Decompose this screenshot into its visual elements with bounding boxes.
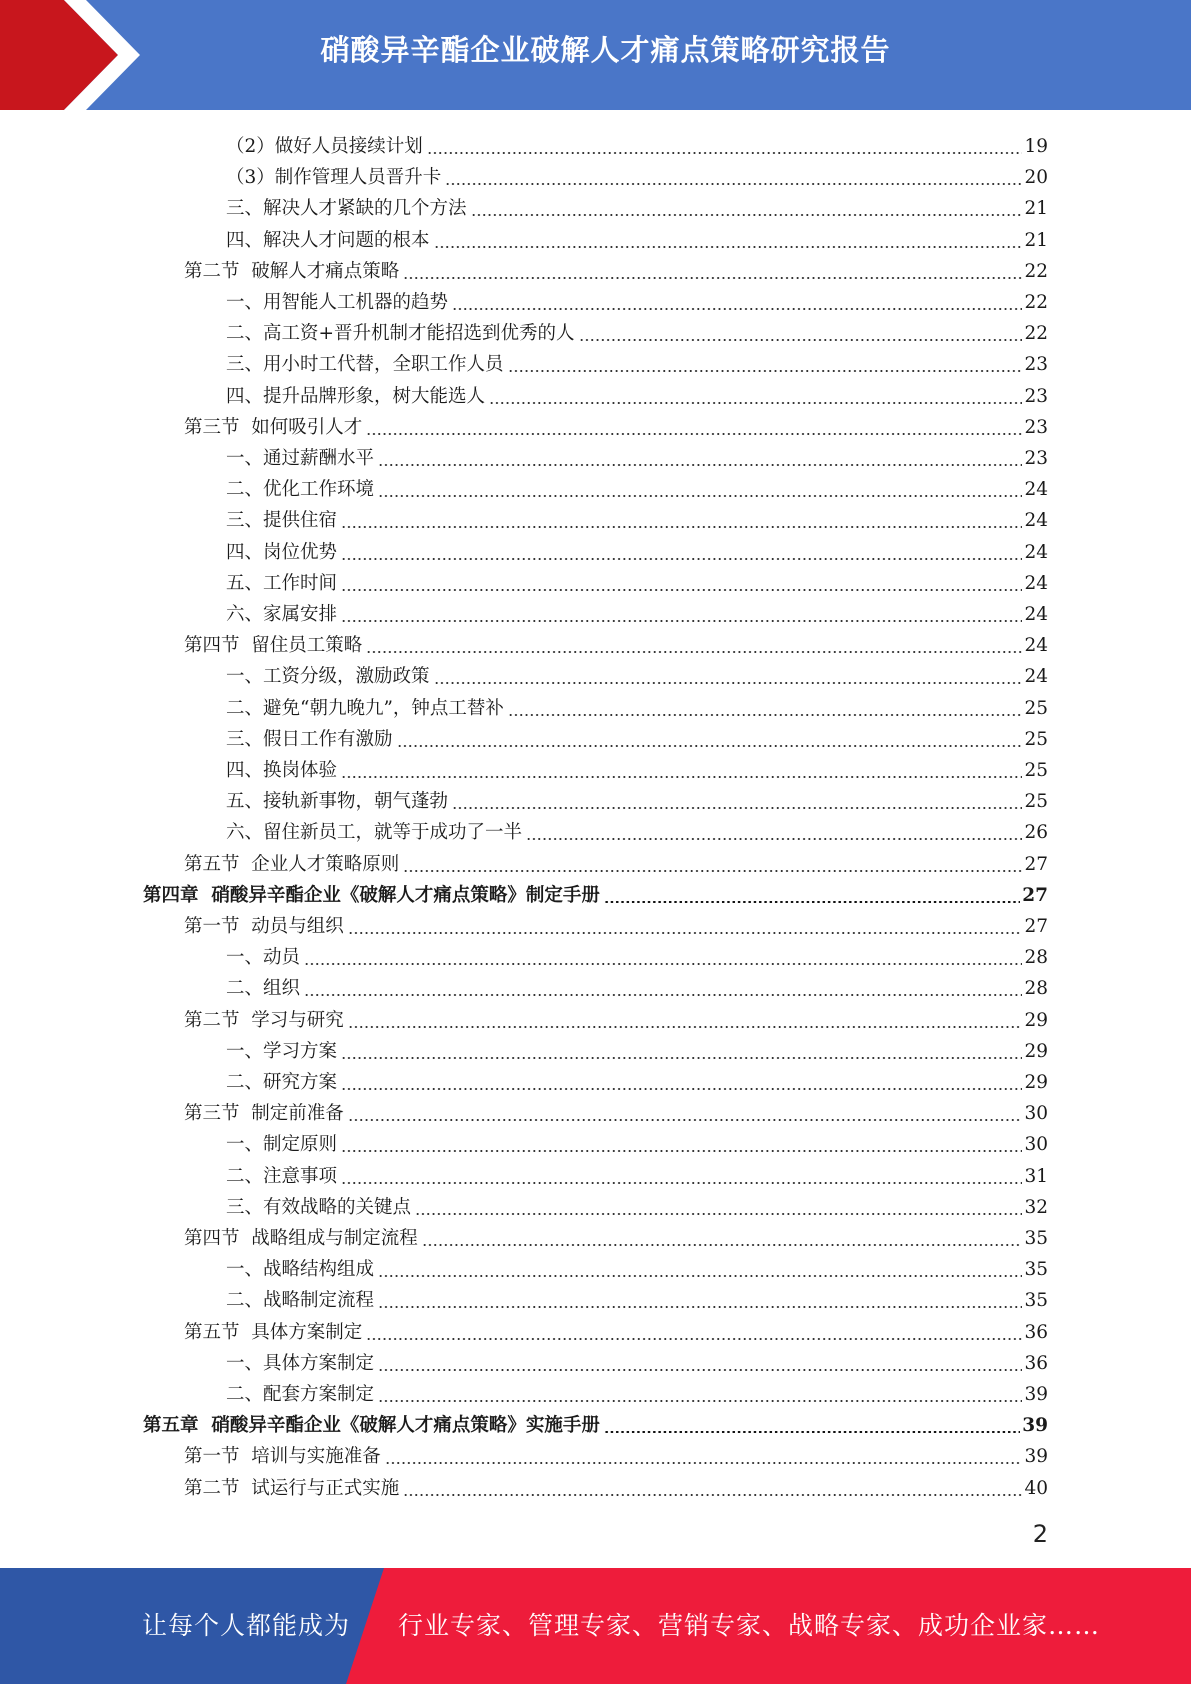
toc-page-number: 24 — [1024, 635, 1048, 657]
document-title: 硝酸异辛酯企业破解人才痛点策略研究报告 — [320, 33, 891, 67]
toc-subsection-entry[interactable] — [226, 1157, 1048, 1188]
toc-dot-leader — [403, 1494, 1022, 1496]
toc-dot-leader — [604, 1431, 1020, 1433]
toc-page-number: 25 — [1024, 728, 1048, 750]
toc-subsection-entry[interactable] — [226, 782, 1048, 813]
toc-dot-leader — [341, 1150, 1022, 1152]
toc-entry-title: 一、通过薪酬水平 — [226, 448, 375, 469]
toc-entry-title: 一、动员 — [226, 947, 301, 969]
toc-page-number: 36 — [1024, 1321, 1048, 1343]
toc-entry-title: 五、接轨新事物，朝气蓬勃 — [226, 791, 449, 813]
toc-entry-title: 二、战略制定流程 — [226, 1290, 375, 1312]
toc-dot-leader — [348, 1026, 1023, 1028]
toc-page-number: 22 — [1024, 323, 1048, 345]
toc-entry-title: 一、战略结构组成 — [226, 1259, 375, 1281]
toc-dot-leader — [366, 1338, 1022, 1340]
toc-page-number: 25 — [1024, 791, 1048, 813]
toc-page-number: 29 — [1024, 1009, 1048, 1031]
toc-subsection-entry[interactable] — [226, 813, 1048, 844]
toc-dot-leader — [341, 1182, 1022, 1184]
toc-section-entry[interactable] — [184, 845, 1048, 876]
toc-page-number: 36 — [1024, 1352, 1048, 1374]
toc-page-number: 20 — [1024, 167, 1048, 189]
toc-section-entry[interactable] — [184, 408, 1048, 439]
toc-dot-leader — [434, 682, 1023, 684]
toc-chapter-entry[interactable] — [143, 876, 1048, 907]
toc-section-entry[interactable] — [184, 1469, 1048, 1500]
toc-entry-title: 第二节 学习与研究 — [184, 1009, 344, 1031]
toc-entry-title: 二、高工资+晋升机制才能招选到优秀的人 — [226, 323, 575, 345]
toc-entry-title: 三、用小时工代替，全职工作人员 — [226, 354, 504, 376]
toc-page-number: 23 — [1024, 448, 1048, 469]
toc-dot-leader — [341, 1057, 1022, 1059]
page-number: 2 — [1032, 1520, 1048, 1548]
toc-subsection-entry[interactable] — [226, 595, 1048, 626]
toc-dot-leader — [341, 620, 1022, 622]
toc-page-number: 25 — [1024, 697, 1048, 719]
toc-subsection-entry[interactable] — [226, 1063, 1048, 1094]
toc-page-number: 25 — [1024, 760, 1048, 781]
toc-dot-leader — [304, 963, 1022, 965]
toc-dot-leader — [366, 433, 1022, 435]
toc-entry-title: 第三节 如何吸引人才 — [184, 416, 363, 438]
toc-dot-leader — [604, 901, 1020, 903]
toc-page-number: 27 — [1024, 916, 1048, 937]
toc-subsection-entry[interactable] — [226, 720, 1048, 751]
toc-entry-title: （2）做好人员接续计划 — [226, 136, 423, 157]
toc-dot-leader — [508, 370, 1023, 372]
toc-page-number: 27 — [1022, 884, 1048, 906]
toc-page-number: 22 — [1024, 260, 1048, 282]
toc-page-number: 35 — [1024, 1259, 1048, 1281]
footer-slogan-left: 让每个人都能成为 — [142, 1611, 351, 1640]
toc-subsection-entry[interactable] — [226, 1281, 1048, 1312]
footer-slogan-right: 行业专家、管理专家、营销专家、战略专家、成功企业家…… — [398, 1611, 1101, 1640]
toc-dot-leader — [341, 558, 1022, 560]
toc-subsection-entry[interactable] — [226, 969, 1048, 1000]
toc-dot-leader — [341, 776, 1022, 778]
toc-page-number: 40 — [1024, 1477, 1048, 1499]
toc-page-number: 32 — [1024, 1196, 1048, 1218]
toc-entry-title: 六、家属安排 — [226, 604, 338, 625]
toc-subsection-entry[interactable] — [226, 127, 1048, 158]
toc-page-number: 35 — [1024, 1228, 1048, 1249]
toc-dot-leader — [385, 1462, 1023, 1464]
toc-dot-leader — [427, 152, 1023, 154]
toc-entry-title: 四、换岗体验 — [226, 760, 338, 781]
toc-entry-title: 第四章 硝酸异辛酯企业《破解人才痛点策略》制定手册 — [143, 884, 600, 906]
toc-dot-leader — [579, 339, 1023, 341]
toc-section-entry[interactable] — [184, 252, 1048, 283]
header-banner — [0, 0, 1191, 110]
toc-page-number: 29 — [1024, 1040, 1048, 1062]
toc-subsection-entry[interactable] — [226, 158, 1048, 189]
toc-subsection-entry[interactable] — [226, 1125, 1048, 1156]
toc-subsection-entry[interactable] — [226, 657, 1048, 688]
toc-section-entry[interactable] — [184, 1001, 1048, 1032]
toc-page-number: 22 — [1024, 292, 1048, 313]
toc-subsection-entry[interactable] — [226, 439, 1048, 470]
toc-page-number: 23 — [1024, 416, 1048, 438]
toc-entry-title: 一、用智能人工机器的趋势 — [226, 292, 449, 313]
toc-entry-title: 三、解决人才紧缺的几个方法 — [226, 198, 467, 220]
toc-subsection-entry[interactable] — [226, 938, 1048, 969]
toc-entry-title: 三、有效战略的关键点 — [226, 1196, 412, 1218]
toc-section-entry[interactable] — [184, 626, 1048, 657]
toc-entry-title: 六、留住新员工，就等于成功了一半 — [226, 822, 523, 844]
toc-entry-title: （3）制作管理人员晋升卡 — [226, 167, 442, 189]
toc-dot-leader — [378, 1275, 1022, 1277]
toc-page-number: 28 — [1024, 978, 1048, 1000]
toc-entry-title: 第五节 具体方案制定 — [184, 1321, 363, 1343]
toc-subsection-entry[interactable] — [226, 689, 1048, 720]
toc-section-entry[interactable] — [184, 1219, 1048, 1250]
toc-dot-leader — [378, 495, 1022, 497]
toc-subsection-entry[interactable] — [226, 314, 1048, 345]
toc-dot-leader — [445, 183, 1022, 185]
toc-dot-leader — [452, 807, 1022, 809]
toc-entry-title: 一、学习方案 — [226, 1040, 338, 1062]
toc-page-number: 24 — [1024, 604, 1048, 625]
toc-page-number: 26 — [1024, 822, 1048, 844]
toc-page-number: 19 — [1024, 136, 1048, 157]
toc-entry-title: 第四节 留住员工策略 — [184, 635, 363, 657]
toc-dot-leader — [526, 838, 1022, 840]
toc-entry-title: 第五章 硝酸异辛酯企业《破解人才痛点策略》实施手册 — [143, 1415, 600, 1437]
toc-entry-title: 一、工资分级，激励政策 — [226, 666, 430, 688]
toc-dot-leader — [341, 1088, 1022, 1090]
toc-dot-leader — [378, 1400, 1022, 1402]
toc-entry-title: 二、避免“朝九晚九”，钟点工替补 — [226, 697, 504, 719]
toc-entry-title: 第一节 培训与实施准备 — [184, 1446, 381, 1468]
toc-subsection-entry[interactable] — [226, 1188, 1048, 1219]
toc-entry-title: 第一节 动员与组织 — [184, 916, 344, 937]
toc-entry-title: 四、岗位优势 — [226, 541, 338, 563]
toc-dot-leader — [348, 932, 1023, 934]
toc-subsection-entry[interactable] — [226, 377, 1048, 408]
toc-dot-leader — [415, 1213, 1022, 1215]
toc-page-number: 23 — [1024, 385, 1048, 407]
toc-dot-leader — [452, 308, 1022, 310]
toc-chapter-entry[interactable] — [143, 1406, 1048, 1437]
toc-entry-title: 二、组织 — [226, 978, 301, 1000]
toc-page-number: 24 — [1024, 572, 1048, 594]
toc-subsection-entry[interactable] — [226, 1375, 1048, 1406]
toc-subsection-entry[interactable] — [226, 501, 1048, 532]
toc-section-entry[interactable] — [184, 1313, 1048, 1344]
toc-page-number: 28 — [1024, 947, 1048, 969]
toc-page-number: 35 — [1024, 1290, 1048, 1312]
toc-entry-title: 三、假日工作有激励 — [226, 728, 393, 750]
toc-page-number: 24 — [1024, 510, 1048, 532]
toc-page-number: 21 — [1024, 229, 1048, 251]
toc-entry-title: 一、制定原则 — [226, 1134, 338, 1156]
toc-page-number: 39 — [1024, 1446, 1048, 1468]
toc-entry-title: 三、提供住宿 — [226, 510, 338, 532]
toc-subsection-entry[interactable] — [226, 1032, 1048, 1063]
toc-dot-leader — [434, 246, 1023, 248]
toc-dot-leader — [366, 651, 1022, 653]
toc-entry-title: 四、提升品牌形象，树大能选人 — [226, 385, 486, 407]
toc-dot-leader — [378, 1306, 1022, 1308]
toc-dot-leader — [471, 214, 1023, 216]
toc-page-number: 31 — [1024, 1165, 1048, 1187]
toc-subsection-entry[interactable] — [226, 533, 1048, 564]
toc-page-number: 39 — [1024, 1384, 1048, 1405]
toc-subsection-entry[interactable] — [226, 470, 1048, 501]
toc-dot-leader — [378, 464, 1022, 466]
toc-page-number: 24 — [1024, 541, 1048, 563]
toc-dot-leader — [422, 1244, 1023, 1246]
toc-entry-title: 二、注意事项 — [226, 1165, 338, 1187]
toc-dot-leader — [397, 745, 1023, 747]
toc-entry-title: 第五节 企业人才策略原则 — [184, 853, 400, 875]
toc-page-number: 24 — [1024, 666, 1048, 688]
toc-subsection-entry[interactable] — [226, 345, 1048, 376]
toc-entry-title: 二、研究方案 — [226, 1072, 338, 1093]
toc-dot-leader — [403, 277, 1022, 279]
toc-section-entry[interactable] — [184, 907, 1048, 938]
toc-section-entry[interactable] — [184, 1094, 1048, 1125]
toc-subsection-entry[interactable] — [226, 221, 1048, 252]
toc-entry-title: 二、配套方案制定 — [226, 1384, 375, 1405]
toc-entry-title: 第二节 破解人才痛点策略 — [184, 260, 400, 282]
toc-page-number: 21 — [1024, 198, 1048, 220]
toc-dot-leader — [378, 1369, 1022, 1371]
toc-subsection-entry[interactable] — [226, 1250, 1048, 1281]
toc-entry-title: 第三节 制定前准备 — [184, 1103, 344, 1125]
toc-dot-leader — [348, 1119, 1023, 1121]
toc-entry-title: 二、优化工作环境 — [226, 479, 375, 501]
toc-entry-title: 四、解决人才问题的根本 — [226, 229, 430, 251]
toc-dot-leader — [304, 994, 1022, 996]
toc-entry-title: 第四节 战略组成与制定流程 — [184, 1228, 418, 1249]
toc-page-number: 30 — [1024, 1103, 1048, 1125]
toc-entry-title: 第二节 试运行与正式实施 — [184, 1477, 400, 1499]
toc-page-number: 39 — [1022, 1415, 1048, 1437]
toc-dot-leader — [508, 714, 1023, 716]
toc-entry-title: 一、具体方案制定 — [226, 1352, 375, 1374]
toc-page-number: 30 — [1024, 1134, 1048, 1156]
toc-page-number: 29 — [1024, 1072, 1048, 1093]
toc-dot-leader — [341, 526, 1022, 528]
footer-banner — [0, 1568, 1191, 1684]
toc-dot-leader — [489, 402, 1022, 404]
toc-page-number: 23 — [1024, 354, 1048, 376]
toc-page-number: 24 — [1024, 479, 1048, 501]
toc-page-number: 27 — [1024, 853, 1048, 875]
toc-entry-title: 五、工作时间 — [226, 572, 338, 594]
toc-section-entry[interactable] — [184, 1437, 1048, 1468]
toc-subsection-entry[interactable] — [226, 1344, 1048, 1375]
toc-dot-leader — [341, 589, 1022, 591]
toc-subsection-entry[interactable] — [226, 751, 1048, 782]
toc-dot-leader — [403, 870, 1022, 872]
toc-subsection-entry[interactable] — [226, 564, 1048, 595]
toc-subsection-entry[interactable] — [226, 189, 1048, 220]
toc-subsection-entry[interactable] — [226, 283, 1048, 314]
